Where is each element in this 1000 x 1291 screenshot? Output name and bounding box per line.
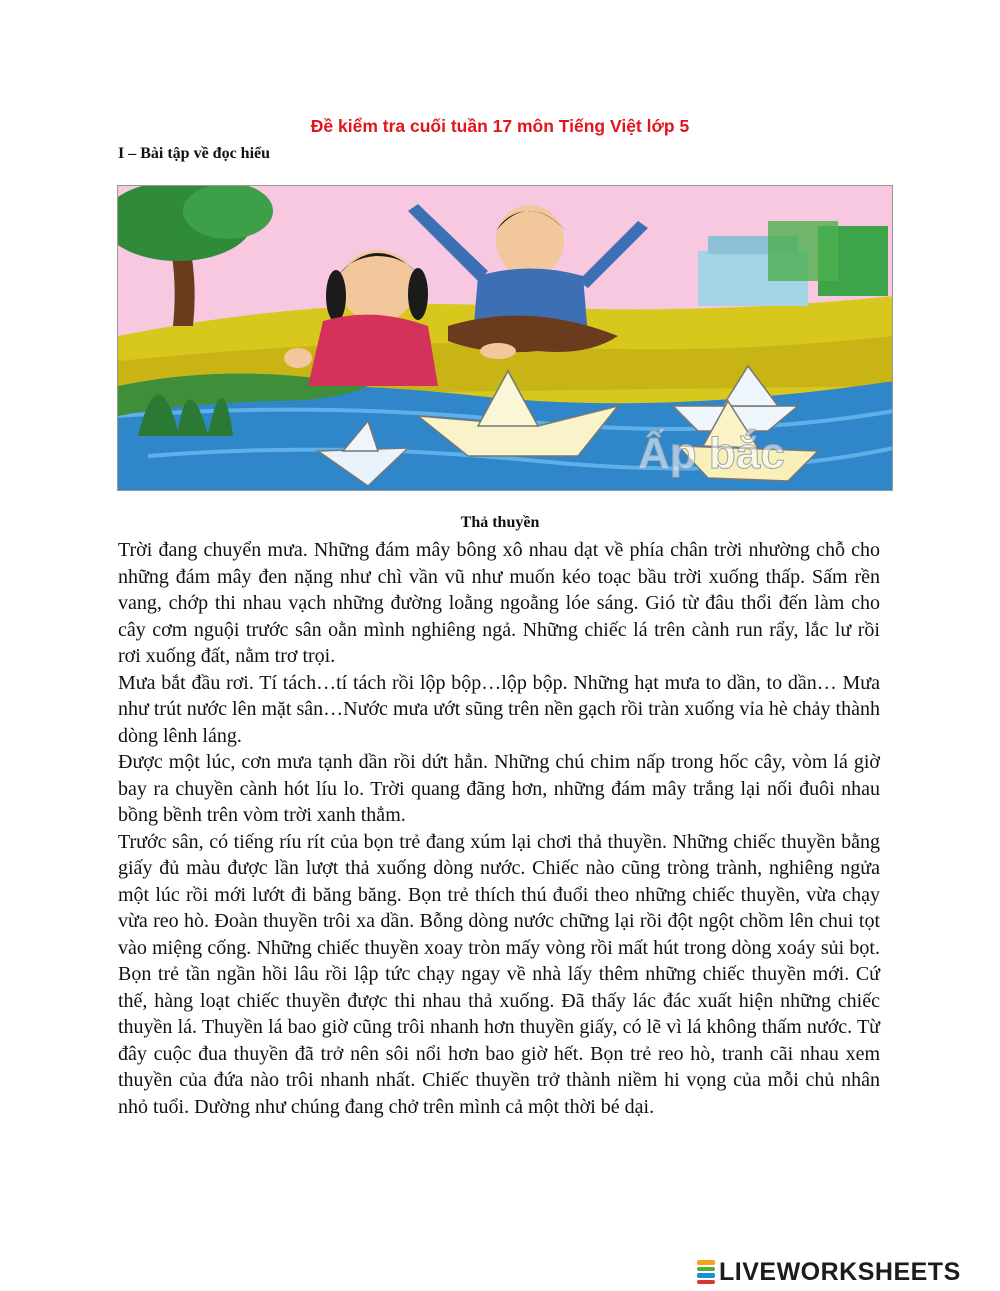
document-title: Đề kiểm tra cuối tuần 17 môn Tiếng Việt lớp 5 [310, 116, 690, 136]
story-paragraph-4: Trước sân, có tiếng ríu rít của bọn trẻ đang xúm lại chơi thả thuyền. Những chiếc thuyền bằng giấy đủ màu được lần lượt thả xuống dòng nước. Chiếc nào cũng tròng trành, nghiêng ngửa một lúc rồi mới lướt đi băng băng. Bọn trẻ thích thú đuổi theo những chiếc thuyền, vừa chạy vừa reo hò. Đoàn thuyền trôi xa dần. Bỗng dòng nước chững lại rồi đột ngột chồm lên chui tọt vào miệng cống. Những chiếc thuyền xoay tròn mấy vòng rồi mất hút trong dòng xoáy sủi bọt. Bọn trẻ tần ngần hồi lâu rồi lập tức chạy ngay về nhà lấy thêm những chiếc thuyền mới. Cứ thế, hàng loạt chiếc thuyền được thi nhau thả xuống. Đã thấy lác đác xuất hiện những chiếc thuyền lá. Thuyền lá bao giờ cũng trôi nhanh hơn thuyền giấy, có lẽ vì lá không thấm nước. Từ đây cuộc đua thuyền đã trở nên sôi nổi hơn bao giờ hết. Bọn trẻ reo hò, tranh cãi nhau xem thuyền của đứa nào trôi nhanh nhất. Chiếc thuyền trở thành niềm hi vọng của mỗi chủ nhân nhỏ tuổi. Dường như chúng đang chở trên mình cả một thời bé dại. [118, 830, 880, 1118]
children-paper-boats-illustration-icon [118, 186, 893, 491]
story-paragraph-3: Được một lúc, cơn mưa tạnh dần rồi dứt hẳn. Những chú chim nấp trong hốc cây, vòm lá giờ bay ra chuyền cành hót líu lo. Trời quang đãng hơn, những đám mây trắng lại nối đuôi nhau bồng bềnh trên vòm trời xanh thẳm. [118, 751, 880, 826]
liveworksheets-logo-icon [697, 1259, 715, 1285]
story-illustration [117, 185, 893, 491]
logo-bar-2 [697, 1267, 715, 1272]
logo-bar-1 [697, 1260, 715, 1265]
section-heading: I – Bài tập về đọc hiểu [118, 145, 271, 162]
story-paragraph-1: Trời đang chuyển mưa. Những đám mây bông xô nhau dạt về phía chân trời nhường chỗ cho những đám mây đen nặng như chì vần vũ như muốn kéo toạc bầu trời xuống thấp. Sấm rền vang, chớp thi nhau vạch những đường loằng ngoằng lóe sáng. Gió từ đâu thổi đến làm cho cây cơm nguội trước sân oằn mình nghiêng ngả. Những chiếc lá trên cành run rẩy, lắc lư rồi rơi xuống đất, nằm trơ trọi. [118, 539, 880, 667]
story-title: Thả thuyền [460, 514, 540, 531]
brand-name: LIVEWORKSHEETS [719, 1257, 961, 1286]
liveworksheets-logo[interactable] [697, 1258, 961, 1286]
logo-bar-3 [697, 1273, 715, 1278]
logo-bar-4 [697, 1280, 715, 1285]
illustration-watermark: Ấp bắc [638, 429, 785, 478]
story-paragraph-2: Mưa bắt đầu rơi. Tí tách…tí tách rồi lộp bộp…lộp bộp. Những hạt mưa to dần, to dần… Mưa như trút nước lên mặt sân…Nước mưa ướt sũng trên nền gạch rồi tràn xuống vỉa hè chảy thành dòng lênh láng. [118, 671, 880, 747]
story-body [118, 537, 880, 1120]
